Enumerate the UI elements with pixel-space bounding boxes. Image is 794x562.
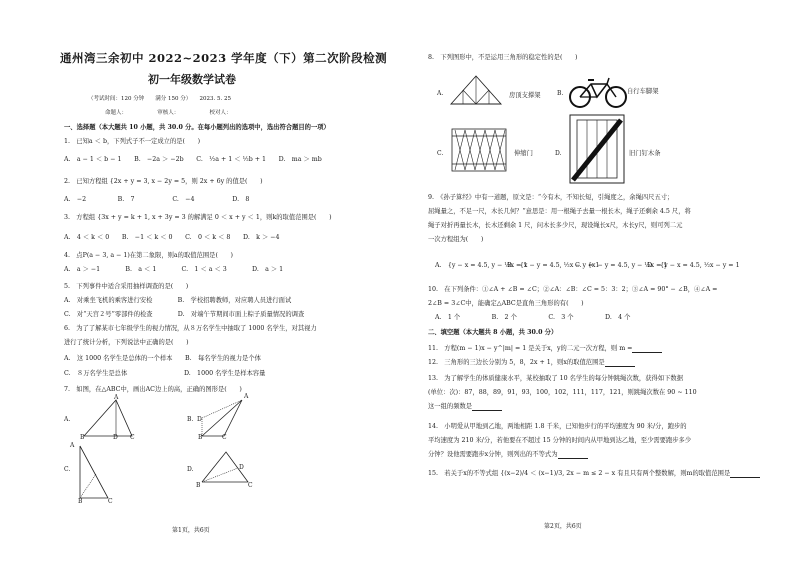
fig7-option-d-label: D. [187,466,194,473]
question-line: 6. 为了了解某市七年级学生的视力情况，从８万名学生中抽取了 1000 名学生，对其视力 [64,325,317,332]
fill-question [428,345,662,353]
vertex-label: D [197,416,202,423]
vertex-label: D [113,434,118,441]
fill-question-text: 11. 方程(m − 1)x − y^|m| = 1 是关于x，y的二元一次方程，则 m = [428,345,633,352]
exam-title: 通州湾三余初中 2022~2023 学年度（下）第二次阶段检测 [60,51,388,65]
option-line: A. 这 1000 名学生是总体的一个样本 B. 每名学生的视力是个体 [64,355,261,362]
roof-truss-image [449,74,503,106]
vertex-label: B [198,434,203,441]
vertex-label: A [244,393,249,400]
vertex-label: B [196,482,201,489]
section1-header: 一、选择题（本大题共 10 小题，共 30.0 分。在每小题列出的选项中，选出符合题目的一项） [64,124,330,131]
bicycle-image [569,74,629,108]
question-line: 7. 如图，在△ABC中，画出AC边上的高，正确的图形是( ) [64,386,242,393]
q8-option-c-label: C. [437,150,444,157]
signature-line: 命题人： 审核人： 校对人： [105,110,232,116]
vertex-label: B [78,498,83,505]
option-line: A. a ＞ −1 B. a ＜ 1 C. 1 ＜ a ＜ 3 D. a ＞ 1 [64,266,284,273]
fig7-option-b-label: B. [187,416,194,423]
option-line: C. {x − y = 4.5, y − ½x = 1 [575,262,668,269]
fig7-option-a-label: A. [64,416,71,423]
fill-question [428,451,588,459]
fill-question-text: 15. 若关于x的不等式组 {(x−2)/4 ＜ (x−1)/3, 2x − m ≤ 2 − x 有且只有两个整数解，则m的取值范围是 [428,470,731,477]
vertex-label: A [70,442,75,449]
fill-question-text: 分钟？设他需要跑步x分钟，则列出的不等式为 [428,451,558,458]
q8-option-c-text: 伸缩门 [514,150,533,157]
fill-question-text: 12. 三角形的三边长分别为 5，8，2x + 1，则x的取值范围是 [428,359,605,366]
option-line: A. −2 B. 7 C. −4 D. 8 [64,196,250,203]
fill-question [428,470,760,478]
question-line: 9. 《孙子算经》中有一道题，原文是：“今有木，不知长短，引绳度之，余绳四尺五寸； [428,194,674,201]
retractable-gate-image [451,128,507,172]
answer-blank[interactable] [605,360,635,367]
question-line: 绳子对折再量长木，长木还剩余 1 尺，问木长多少尺，现设绳长x尺，木长y尺，则可列二元 [428,222,683,229]
answer-blank[interactable] [558,452,588,459]
section2-header: 二、填空题（本大题共 8 小题，共 30.0 分） [428,329,558,336]
fill-question [428,359,635,367]
fill-question [428,403,502,411]
vertex-label: D [239,464,244,471]
fig7-triangle-c [78,442,128,502]
question-line: 1. 已知a ＜ b，下列式子不一定成立的是( ) [64,138,201,145]
vertex-label: C [108,498,113,505]
fill-question: 平均速度为 210 米/分，若他要在不超过 15 分钟的时间内从甲地到达乙地，至少需要跑步多少 [428,437,692,444]
vertex-label: C [222,434,227,441]
q8-option-b-text: 自行车脚架 [627,88,659,95]
q8-option-a-text: 房顶支撑架 [509,92,541,99]
fill-question: 13. 为了解学生的体质健康水平，某校抽取了 10 名学生的每分钟跳绳次数，获得如下数据 [428,375,684,382]
question-line: 5. 下列事件中适合采用抽样调查的是( ) [64,283,189,290]
question-line: 3. 方程组 {3x + y = k + 1, x + 3y = 3 的解满足 0 ＜ x + y ＜ 1，则k的取值范围是( ) [64,214,332,221]
answer-blank[interactable] [632,346,662,353]
question-line: 10. 在下列条件：①∠A + ∠B = ∠C；②∠A：∠B：∠C = 5：3：2；③∠A = 90° − ∠B，④∠A = [428,286,718,293]
right-page [397,0,794,562]
answer-blank[interactable] [472,404,502,411]
option-line: C. ８万名学生是总体 D. 1000 名学生是样本容量 [64,370,266,377]
question-line: 4. 点P(a − 3, a − 1)在第二象限，则a的取值范围是( ) [64,252,233,259]
q8-option-b-label: B. [557,90,564,97]
question-line: 进行了统计分析，下列说法中正确的是( ) [64,339,189,346]
question-line: 屈绳量之，不足一尺，木长几何？”意思是：用一根绳子去量一根长木，绳子还剩余 4.5 尺，将 [428,208,691,215]
option-line: A. a − 1 ＜ b − 1 B. −2a ＞ −2b C. ½a + 1 ＜ ½b + 1 D. ma ＞ mb [64,156,322,163]
old-door-image [569,114,625,184]
option-line: A. {y − x = 4.5, y − ½x = 1 [435,262,528,269]
question-line: 2. 已知方程组 {2x + y = 3, x − 2y = 5，则 2x + 6y 的值是( ) [64,178,263,185]
option-line: A. 4 ＜ k ＜ 0 B. −1 ＜ k ＜ 0 C. 0 ＜ k ＜ 8 D. k ＞ −4 [64,234,280,241]
exam-subtitle: 初一年级数学试卷 [148,73,236,86]
fill-question-text: 这一组的频数是 [428,403,473,410]
question-line: 2∠B = 3∠C中，能确定△ABC是直角三角形的有( ) [428,300,584,307]
page-footer: 第2页，共6页 [544,523,582,530]
exam-info: （考试时间：120 分钟 满分 150 分） 2023. 5. 25 [88,96,231,102]
option-line: B. {x − y = 4.5, ½x − y = 1 [507,262,600,269]
vertex-label: C [248,482,253,489]
vertex-label: B [80,434,85,441]
vertex-label: A [114,394,119,401]
q8-option-a-label: A. [437,90,444,97]
option-line: D. {y − x = 4.5, ½x − y = 1 [647,262,740,269]
question-line: 8. 下列图形中，不是运用三角形的稳定性的是( ) [428,54,578,61]
page-footer: 第1页，共6页 [172,527,210,534]
answer-blank[interactable] [730,471,760,478]
option-line: A. 1 个 B. 2 个 C. 3 个 D. 4 个 [435,314,631,321]
fill-question: (单位：次)：87，88，89，91，93，100，102，111，117，121，则跳绳次数在 90 ~ 110 [428,389,697,396]
q8-option-d-text: 旧门钉木条 [629,150,661,157]
question-line: 一次方程组为( ) [428,236,484,243]
option-line: A. 对乘坐飞机的乘客进行安检 B. 学校招聘教师，对应聘人员进行面试 [64,297,292,304]
fig7-option-c-label: C. [64,466,71,473]
vertex-label: C [130,434,135,441]
q8-option-d-label: D. [555,150,562,157]
option-line: C. 对“天宫２号”零部件的检查 D. 对端午节期间市面上粽子质量情况的调查 [64,311,305,318]
fill-question: 14. 小明爱从甲地到乙地，两地相距 1.8 千米，已知他步行的平均速度为 90 米/分，跑步的 [428,423,687,430]
fig7-triangle-b [198,396,268,441]
